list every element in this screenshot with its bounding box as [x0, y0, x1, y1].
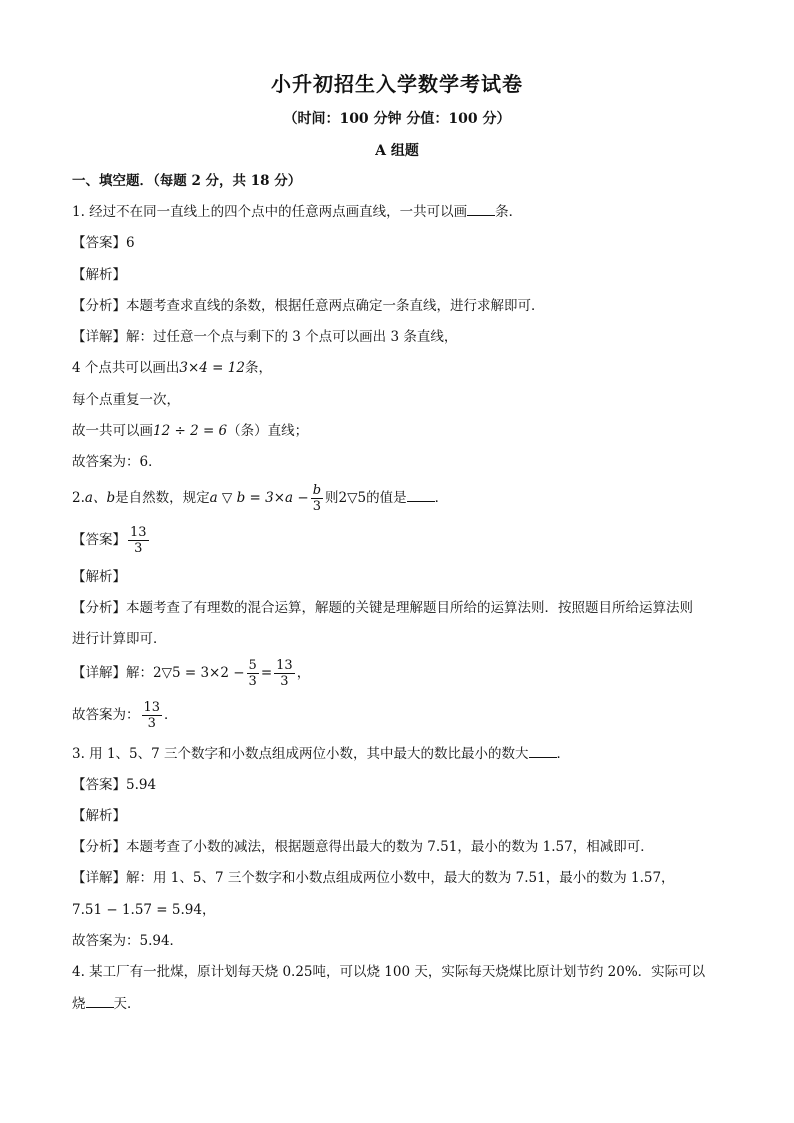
fraction-denominator: 3 [248, 674, 257, 689]
q3-conclusion: 故答案为：5.94． [72, 933, 184, 949]
fenxi-text: 本题考查了有理数的混合运算，解题的关键是理解题目所给的运算法则．按照题目所给运算法则 [126, 600, 693, 616]
xiangjie-tag: 【详解】 [72, 329, 126, 345]
answer-blank [529, 745, 557, 758]
fraction-numerator: 5 [248, 658, 257, 673]
step-math: 3×4 = 12 [179, 360, 245, 376]
fraction-numerator: 13 [130, 525, 147, 540]
fraction-numerator: 13 [143, 700, 161, 715]
question-text: 是自然数，规定 [115, 490, 210, 506]
q1-conclusion: 故答案为：6． [72, 454, 162, 470]
fenxi-tag: 【分析】 [72, 839, 126, 855]
q1-step-4 [72, 422, 308, 440]
fraction-denominator: 3 [312, 499, 321, 514]
answer-tag: 【答案】 [72, 532, 126, 548]
q2-fenxi-cont: 进行计算即可． [72, 631, 167, 647]
fraction-denominator: 3 [147, 716, 156, 731]
conclusion-text: 故答案为： [72, 707, 140, 723]
question-1 [72, 203, 522, 221]
answer-blank [407, 489, 435, 502]
question-expr: a ▽ b = 3×a − [209, 490, 309, 506]
question-3 [72, 745, 570, 763]
fraction-numerator: 13 [276, 658, 293, 673]
step-text: 4 个点共可以画出 [72, 360, 180, 376]
question-text-end: ． [434, 490, 449, 506]
exam-info: （时间：100 分钟 分值：100 分） [283, 111, 511, 127]
q1-answer [72, 234, 135, 252]
question-4: 4. 某工厂有一批煤，原计划每天烧 0.25吨，可以烧 100 天，实际每天烧煤比原计划节约 20%．实际可以 [72, 964, 706, 980]
q1-step-2 [72, 359, 272, 377]
fraction-5-over-3 [247, 658, 259, 689]
answer-blank [86, 995, 114, 1008]
xiangjie-text: 解：用 1、5、7 三个数字和小数点组成两位小数中，最大的数为 7.51，最小的数为 1.57， [126, 870, 675, 886]
xiangjie-text: 解： [126, 665, 153, 681]
question-number: 2. [72, 490, 85, 506]
fraction-denominator: 3 [280, 674, 289, 689]
answer-value: 5.94 [126, 777, 157, 793]
question-expr: 2▽5 [338, 490, 367, 506]
q3-analysis-tag: 【解析】 [72, 808, 126, 824]
question-text: 3. 用 1、5、7 三个数字和小数点组成两位小数，其中最大的数比最小的数大 [72, 746, 529, 762]
fraction-b-over-3 [311, 483, 323, 514]
question-text: 1. 经过不在同一直线上的四个点中的任意两点画直线，一共可以画 [72, 204, 468, 220]
q3-xiangjie [72, 869, 675, 887]
answer-tag: 【答案】 [72, 235, 126, 251]
q2-fenxi [72, 599, 693, 617]
question-text-end: 天． [113, 996, 141, 1012]
conclusion-end: ． [164, 707, 178, 723]
answer-tag: 【答案】 [72, 777, 126, 793]
xiangjie-end: ， [296, 665, 311, 681]
q1-xiangjie [72, 328, 457, 346]
answer-blank [467, 203, 495, 216]
fenxi-tag: 【分析】 [72, 600, 126, 616]
q1-fenxi [72, 297, 545, 315]
step-text-end: （条）直线； [227, 423, 309, 439]
conclusion-fraction [142, 700, 163, 731]
step-text-end: 条， [244, 360, 272, 376]
xiangjie-tag: 【详解】 [72, 665, 126, 681]
question-text: 烧 [72, 996, 86, 1012]
fenxi-tag: 【分析】 [72, 298, 126, 314]
q2-analysis-tag: 【解析】 [72, 569, 126, 585]
answer-fraction [128, 525, 149, 556]
xiangjie-text: 解：过任意一个点与剩下的 3 个点可以画出 3 条直线， [126, 329, 458, 345]
question-4-cont [72, 995, 141, 1013]
fraction-denominator: 3 [134, 541, 143, 556]
xiangjie-tag: 【详解】 [72, 870, 126, 886]
step-math: 12 ÷ 2 = 6 [153, 423, 228, 439]
q1-step-3: 每个点重复一次， [72, 392, 180, 408]
xiangjie-expr: 2▽5 = 3×2 − [153, 665, 245, 681]
q1-analysis-tag: 【解析】 [72, 267, 126, 283]
question-2 [72, 480, 448, 516]
page-title: 小升初招生入学数学考试卷 [271, 72, 523, 96]
question-text-end: 条． [495, 204, 523, 220]
fraction-numerator: b [312, 483, 322, 498]
step-text: 故一共可以画 [72, 423, 153, 439]
group-heading: A 组题 [375, 143, 419, 159]
question-text-end: ． [556, 746, 571, 762]
equals-sign: = [260, 665, 273, 681]
fenxi-text: 本题考查求直线的条数，根据任意两点确定一条直线，进行求解即可． [126, 298, 545, 314]
q3-answer [72, 776, 156, 794]
question-text: 则 [325, 490, 339, 506]
fraction-13-over-3 [274, 658, 295, 689]
answer-value: 6 [126, 235, 135, 251]
q2-conclusion [72, 697, 178, 733]
fenxi-text: 本题考查了小数的减法，根据题意得出最大的数为 7.51，最小的数为 1.57，相减即可． [126, 839, 654, 855]
section-heading: 一、填空题．（每题 2 分，共 18 分） [72, 173, 302, 189]
q2-answer [72, 522, 151, 558]
question-text: 的值是 [366, 490, 407, 506]
q2-xiangjie [72, 655, 310, 691]
q3-calc: 7.51 − 1.57 = 5.94， [72, 902, 216, 918]
q3-fenxi [72, 838, 654, 856]
question-vars: a、b [84, 490, 116, 506]
